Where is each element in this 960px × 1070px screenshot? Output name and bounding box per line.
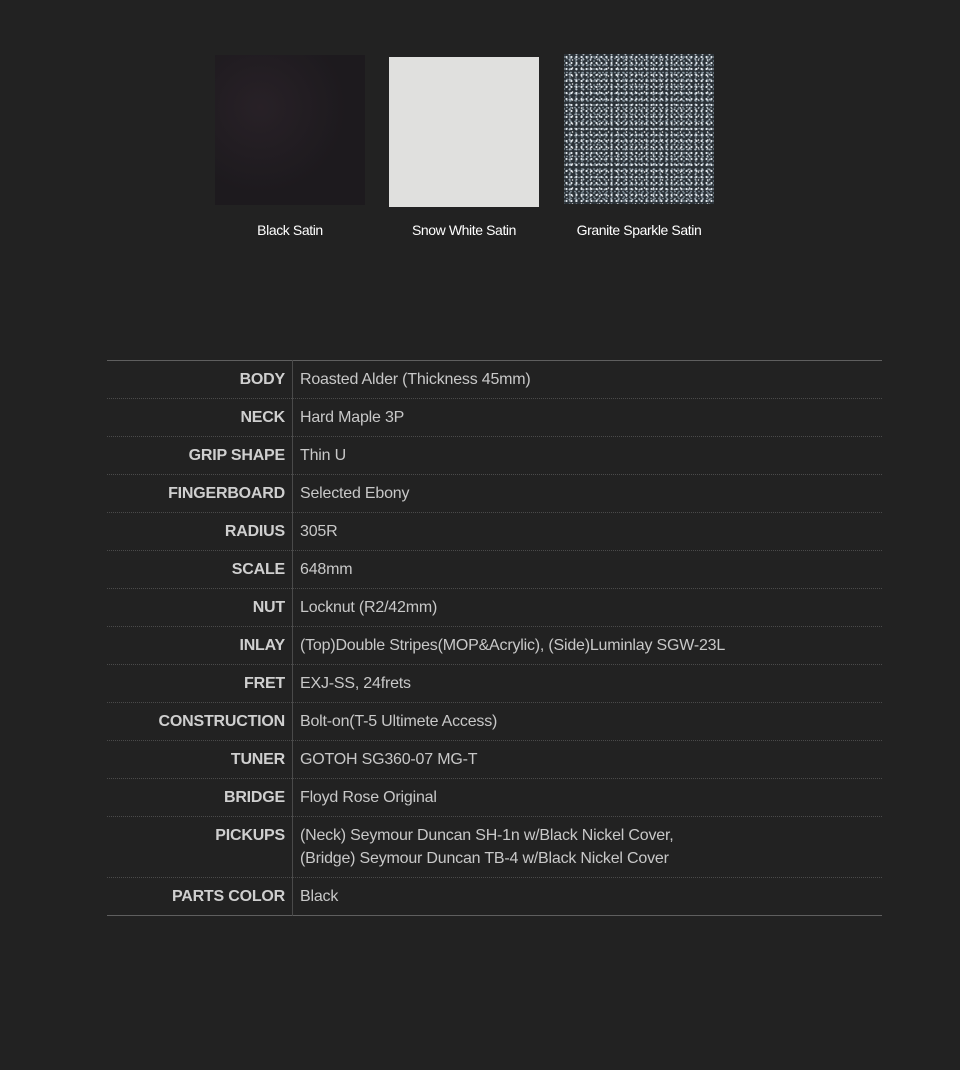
spec-row-tuner (107, 741, 882, 779)
spec-label: RADIUS (107, 513, 293, 551)
spec-row-inlay (107, 627, 882, 665)
swatch-granite-sparkle-satin-chip[interactable] (564, 54, 714, 204)
spec-row-pickups (107, 817, 882, 878)
spec-value: GOTOH SG360-07 MG-T (293, 741, 883, 779)
swatch-snow-white-satin[interactable] (389, 57, 539, 238)
spec-value: Thin U (293, 437, 883, 475)
spec-value: Black (293, 878, 883, 916)
spec-value: Floyd Rose Original (293, 779, 883, 817)
spec-value: 305R (293, 513, 883, 551)
spec-row-neck (107, 399, 882, 437)
spec-value: Hard Maple 3P (293, 399, 883, 437)
spec-value: EXJ-SS, 24frets (293, 665, 883, 703)
spec-label: FRET (107, 665, 293, 703)
spec-label: TUNER (107, 741, 293, 779)
spec-label: GRIP SHAPE (107, 437, 293, 475)
swatch-black-satin-label: Black Satin (257, 222, 323, 238)
spec-row-radius (107, 513, 882, 551)
spec-value-line: (Bridge) Seymour Duncan TB-4 w/Black Nickel Cover (300, 850, 669, 867)
spec-row-scale (107, 551, 882, 589)
spec-label: PARTS COLOR (107, 878, 293, 916)
spec-value-line: (Neck) Seymour Duncan SH-1n w/Black Nickel Cover, (300, 827, 674, 844)
spec-value: Locknut (R2/42mm) (293, 589, 883, 627)
spec-label: NECK (107, 399, 293, 437)
spec-label: FINGERBOARD (107, 475, 293, 513)
spec-value: 648mm (293, 551, 883, 589)
spec-label: INLAY (107, 627, 293, 665)
spec-row-fingerboard (107, 475, 882, 513)
spec-label: NUT (107, 589, 293, 627)
spec-row-parts-color (107, 878, 882, 916)
swatch-snow-white-satin-label: Snow White Satin (411, 222, 517, 238)
spec-value: Roasted Alder (Thickness 45mm) (300, 371, 531, 388)
swatch-granite-sparkle-satin-label: Granite Sparkle Satin (576, 222, 702, 238)
finish-swatches (0, 0, 960, 260)
spec-label: BODY (107, 361, 293, 399)
swatch-snow-white-satin-chip[interactable] (389, 57, 539, 207)
spec-value (293, 817, 883, 878)
spec-label: CONSTRUCTION (107, 703, 293, 741)
spec-table (107, 360, 882, 916)
spec-row-nut (107, 589, 882, 627)
swatch-black-satin-chip[interactable] (215, 55, 365, 205)
spec-row-bridge (107, 779, 882, 817)
spec-row-body (107, 361, 882, 399)
spec-row-construction (107, 703, 882, 741)
swatch-granite-sparkle-satin[interactable] (564, 54, 714, 238)
spec-label: BRIDGE (107, 779, 293, 817)
spec-value: Bolt-on(T-5 Ultimete Access) (293, 703, 883, 741)
spec-label: SCALE (107, 551, 293, 589)
spec-label: PICKUPS (107, 817, 293, 878)
spec-row-fret (107, 665, 882, 703)
spec-value: Selected Ebony (293, 475, 883, 513)
spec-row-grip-shape (107, 437, 882, 475)
spec-value: (Top)Double Stripes(MOP&Acrylic), (Side)Luminlay SGW-23L (293, 627, 883, 665)
swatch-black-satin[interactable] (215, 55, 365, 238)
